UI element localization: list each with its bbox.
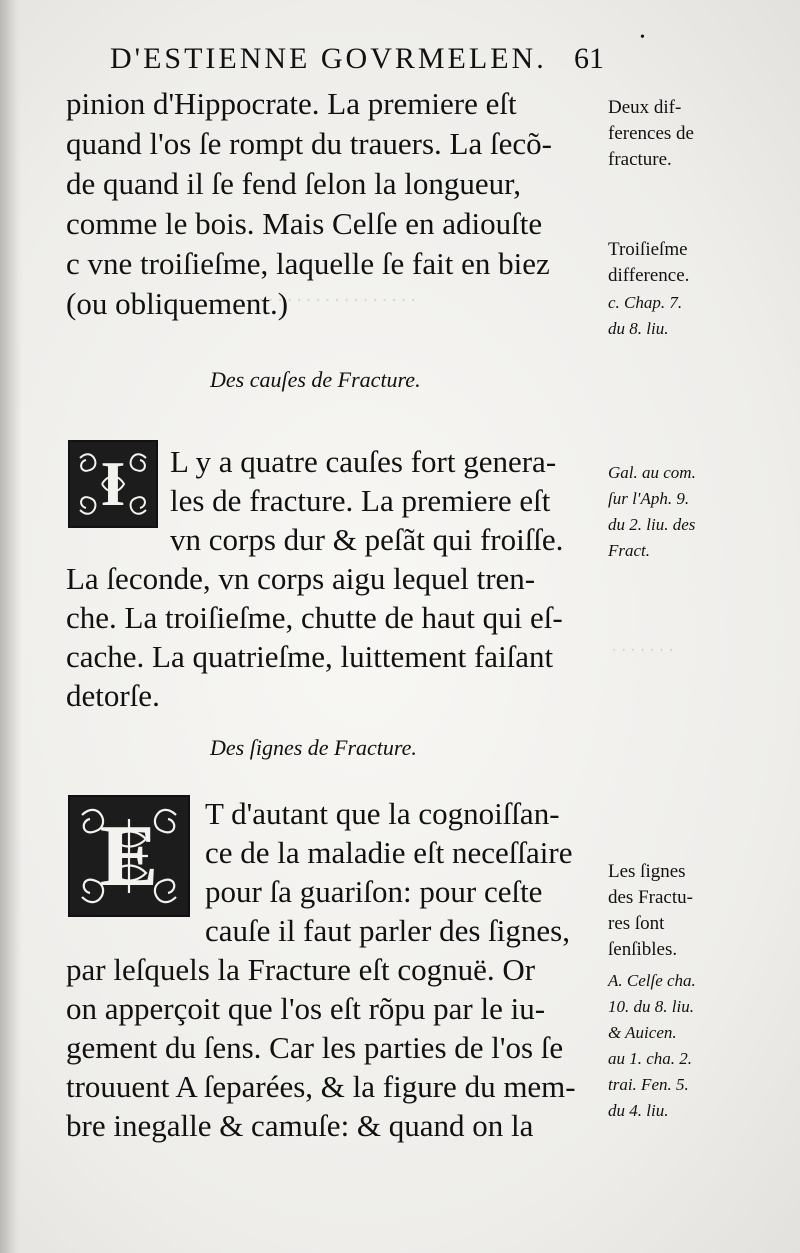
- body-line: quand l'os ſe rompt du trauers. La ſecõ-: [66, 126, 552, 161]
- body-line: par leſquels la Fracture eſt cognuë. Or: [66, 952, 536, 987]
- margin-note: difference.: [608, 265, 690, 286]
- bleed-through-text: · · · · · · · · · · · · · · · · · · ·: [240, 290, 416, 311]
- margin-note: ſur l'Aph. 9.: [608, 489, 690, 508]
- margin-note: du 4. liu.: [608, 1101, 669, 1120]
- margin-note: c. Chap. 7.: [608, 293, 683, 312]
- body-line: ce de la maladie eſt neceſſaire: [205, 835, 573, 870]
- body-line: che. La troiſieſme, chutte de haut qui eſ-: [66, 600, 563, 635]
- initial-letter: E: [99, 807, 159, 905]
- body-line: c vne troiſieſme, laquelle ſe fait en biez: [66, 246, 550, 281]
- body-line: cauſe il faut parler des ſignes,: [205, 913, 570, 948]
- body-line: on apperçoit que l'os eſt rõpu par le iu-: [66, 991, 546, 1026]
- body-line: vn corps dur & peſãt qui froiſſe.: [170, 522, 564, 557]
- margin-note: ſenſibles.: [608, 939, 678, 960]
- margin-note: & Auicen.: [608, 1023, 677, 1042]
- body-line: comme le bois. Mais Celſe en adiouſte: [66, 206, 543, 241]
- margin-note: Fract.: [608, 541, 651, 560]
- margin-note: ferences de: [608, 123, 694, 144]
- section-heading: Des cauſes de Fracture.: [210, 367, 421, 392]
- margin-note: du 2. liu. des: [608, 515, 696, 534]
- margin-note: des Fractu-: [608, 887, 693, 908]
- body-line: gement du ſens. Car les parties de l'os ſe: [66, 1030, 564, 1065]
- margin-note: Deux dif-: [608, 97, 682, 118]
- initial-letter: I: [100, 448, 126, 519]
- body-line: de quand il ſe fend ſelon la longueur,: [66, 166, 522, 201]
- body-line: detorſe.: [66, 678, 160, 713]
- body-line: cache. La quatrieſme, luittement faiſant: [66, 639, 554, 674]
- body-line: bre inegalle & camuſe: & quand on la: [66, 1108, 534, 1143]
- margin-note: au 1. cha. 2.: [608, 1049, 693, 1068]
- margin-note: A. Celſe cha.: [608, 971, 696, 990]
- running-title: D'ESTIENNE GOVRMELEN.: [110, 42, 547, 75]
- bleed-through-text: · · · · · · ·: [612, 640, 674, 661]
- page-gutter-shadow: [0, 0, 22, 1253]
- corner-mark: •: [640, 30, 645, 45]
- body-line: L y a quatre cauſes fort genera-: [170, 444, 557, 479]
- page-number: 61: [574, 42, 604, 75]
- body-line: pour ſa guariſon: pour ceſte: [205, 874, 543, 909]
- margin-note: 10. du 8. liu.: [608, 997, 694, 1016]
- margin-note: trai. Fen. 5.: [608, 1075, 689, 1094]
- body-line: trouuent A ſeparées, & la figure du mem-: [66, 1069, 576, 1104]
- margin-note: res ſont: [608, 913, 665, 934]
- body-line: pinion d'Hippocrate. La premiere eſt: [66, 86, 517, 121]
- margin-note: Gal. au com.: [608, 463, 696, 482]
- margin-note: Troiſieſme: [608, 239, 688, 260]
- decorated-initial-e: [68, 795, 190, 917]
- margin-note: Les ſignes: [608, 861, 686, 882]
- section-heading: Des ſignes de Fracture.: [210, 735, 417, 760]
- body-line: T d'autant que la cognoiſſan-: [205, 796, 560, 831]
- decorated-initial-i: [68, 440, 158, 528]
- body-line: les de fracture. La premiere eſt: [170, 483, 551, 518]
- margin-note: fracture.: [608, 149, 672, 170]
- margin-note: du 8. liu.: [608, 319, 669, 338]
- body-line: (ou obliquement.): [66, 286, 289, 321]
- body-line: La ſeconde, vn corps aigu lequel tren-: [66, 561, 536, 596]
